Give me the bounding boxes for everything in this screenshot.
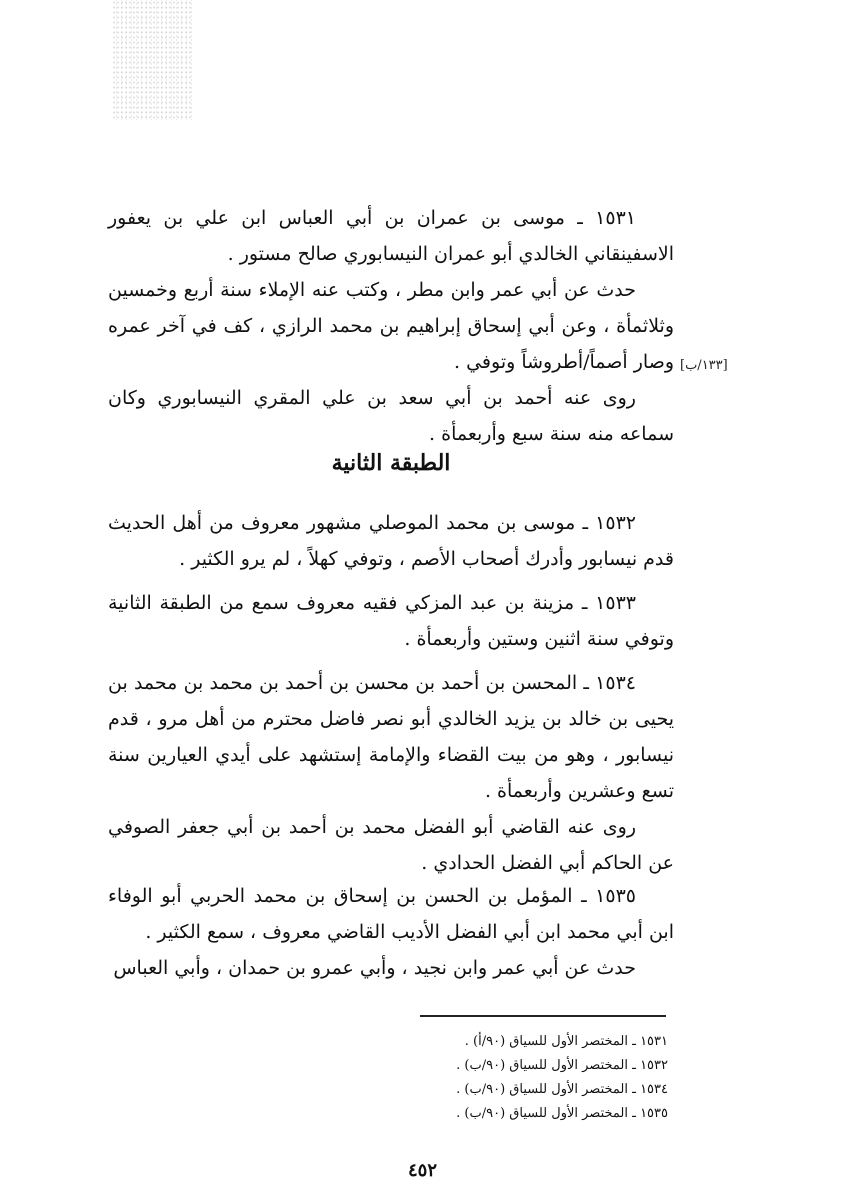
entry-1531-narration: حدث عن أبي عمر وابن مطر ، وكتب عنه الإملاء سنة أربع وخمسين وثلاثمأة ، وعن أبي إسحاق إبراهيم بن محمد الرازي ، كف في آخر عمره وصار أصماً/أطروشاً وتوفي . [108, 279, 674, 373]
footnote-1531: ١٥٣١ ـ المختصر الأول للسياق (٩٠/أ) . [464, 1034, 668, 1049]
entry-1533-text: ١٥٣٣ ـ مزينة بن عبد المزكي فقيه معروف سمع من الطبقة الثانية وتوفي سنة اثنين وستين وأربعمأة . [108, 592, 674, 650]
entry-1534-transmission: روى عنه القاضي أبو الفضل محمد بن أحمد بن أبي جعفر الصوفي عن الحاكم أبي الفضل الحدادي . [108, 816, 674, 874]
entry-1534-header: ١٥٣٤ ـ المحسن بن أحمد بن محسن بن أحمد بن محمد بن محمد بن يحيى بن خالد بن يزيد الخالدي أبو نصر فاضل محترم من أهل مرو ، قدم نيسابور ، وهو من بيت القضاء والإمامة إستشهد على أيدي العيارين سنة تسع وعشرين وأربعمأة . [108, 672, 674, 802]
page-number: ٤٥٢ [407, 1160, 437, 1181]
margin-folio-note: [١٣٣/ب] [680, 358, 728, 373]
footnote-rule [420, 1015, 666, 1017]
section-heading: الطبقة الثانية [331, 450, 451, 476]
footnote-1535: ١٥٣٥ ـ المختصر الأول للسياق (٩٠/ب) . [456, 1106, 668, 1121]
footnotes [300, 1030, 668, 1126]
entry-1532 [108, 505, 674, 577]
footnote-1532: ١٥٣٢ ـ المختصر الأول للسياق (٩٠/ب) . [456, 1058, 668, 1073]
entry-1534 [108, 665, 674, 881]
footnote-1534: ١٥٣٤ ـ المختصر الأول للسياق (٩٠/ب) . [456, 1082, 668, 1097]
entry-1531-transmission: روى عنه أحمد بن أبي سعد بن علي المقري النيسابوري وكان سماعه منه سنة سبع وأربعمأة . [108, 387, 674, 445]
entry-1533 [108, 585, 674, 657]
entry-1531 [108, 200, 674, 452]
entry-1532-text: ١٥٣٢ ـ موسى بن محمد الموصلي مشهور معروف من أهل الحديث قدم نيسابور وأدرك أصحاب الأصم ، وتوفي كهلاً ، لم يرو الكثير . [108, 512, 674, 570]
entry-1535-narration: حدث عن أبي عمر وابن نجيد ، وأبي عمرو بن حمدان ، وأبي العباس [113, 957, 636, 979]
entry-1531-header: ١٥٣١ ـ موسى بن عمران بن أبي العباس ابن علي بن يعفور الاسفينقاني الخالدي أبو عمران النيسابوري صالح مستور . [108, 207, 674, 265]
scan-noise [112, 0, 192, 120]
entry-1535-header: ١٥٣٥ ـ المؤمل بن الحسن بن إسحاق بن محمد الحربي أبو الوفاء ابن أبي محمد ابن أبي الفضل الأديب القاضي معروف ، سمع الكثير . [108, 885, 674, 943]
entry-1535 [108, 878, 674, 986]
